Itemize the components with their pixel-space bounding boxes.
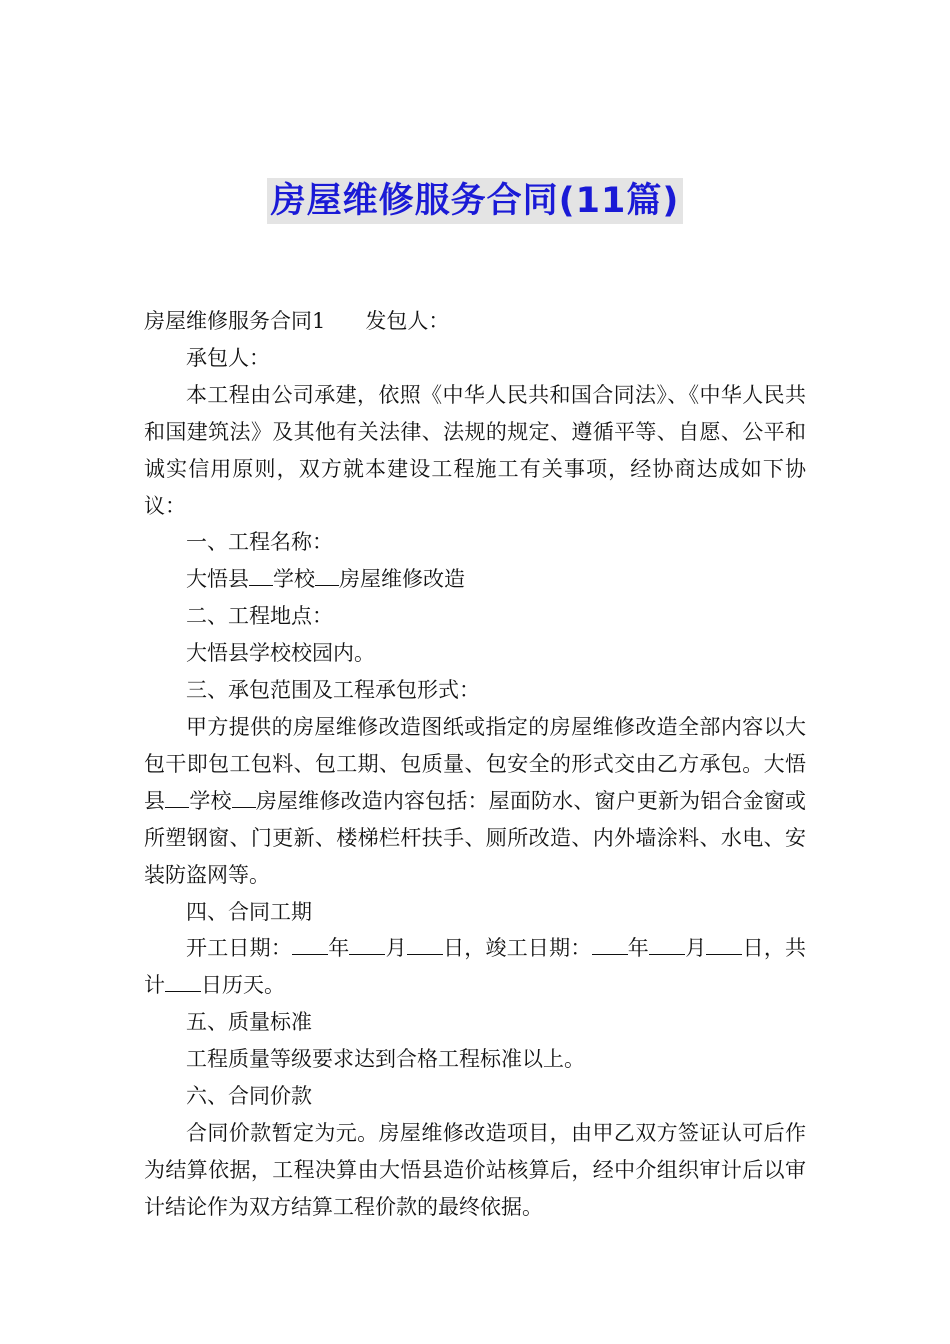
section-4-title-text: 四、合同工期 — [186, 899, 312, 924]
year-label: 年 — [328, 936, 350, 961]
location-text: 大悟县学校校园内。 — [186, 641, 375, 666]
quality-text: 工程质量等级要求达到合格工程标准以上。 — [186, 1047, 585, 1072]
section-4-body — [144, 930, 806, 1004]
scope-text-b: 学校 — [189, 788, 232, 813]
school-label: 学校 — [273, 567, 315, 592]
contract-number-label: 房屋维修服务合同1 — [144, 309, 326, 333]
total-label: 共计 — [144, 936, 807, 998]
section-5-title-text: 五、质量标准 — [186, 1010, 312, 1035]
document-title: 房屋维修服务合同(11篇) — [267, 178, 684, 224]
section-3-title-text: 三、承包范围及工程承包形式： — [186, 678, 480, 703]
blank-line — [315, 566, 339, 586]
blank-line — [706, 936, 742, 956]
scope-text-a: 甲方提供的房屋维修改造图纸或指定的房屋维修改造全部内容以大包干即包工包料、包工期、包质量、包安全的形式交由乙方承包。大悟县 — [144, 714, 806, 813]
scope-text-c: 房屋维修改造内容包括：屋面防水、窗户更新为铝合金窗或所塑钢窗、门更新、楼梯栏杆扶手、厕所改造、内外墙涂料、水电、安装防盗网等。 — [144, 788, 807, 887]
section-6-title-text: 六、合同价款 — [186, 1084, 312, 1109]
blank-line — [349, 936, 385, 956]
intro-paragraph — [144, 377, 806, 525]
blank-line — [165, 972, 201, 992]
month-label: 月 — [385, 936, 407, 961]
section-2-title-text: 二、工程地点： — [186, 604, 333, 629]
section-6-title — [144, 1078, 806, 1115]
contractor-line — [144, 340, 806, 377]
section-5-body — [144, 1041, 806, 1078]
section-5-title — [144, 1004, 806, 1041]
start-date-label: 开工日期： — [186, 936, 293, 961]
contract-body — [144, 303, 806, 1226]
blank-line — [407, 936, 443, 956]
blank-line — [592, 936, 628, 956]
section-1-body — [144, 561, 806, 598]
section-4-title — [144, 894, 806, 931]
month-label: 月 — [684, 936, 707, 961]
section-3-title — [144, 672, 806, 709]
section-3-body — [144, 709, 806, 894]
calendar-days-label: 日历天。 — [201, 973, 285, 998]
section-6-body — [144, 1115, 806, 1226]
blank-line — [292, 936, 328, 956]
section-1-title — [144, 524, 806, 561]
blank-line — [649, 936, 685, 956]
end-date-label: 竣工日期： — [485, 936, 592, 961]
section-1-title-text: 一、工程名称： — [186, 530, 333, 555]
issuer-label: 发包人： — [365, 309, 450, 333]
day-label: 日， — [442, 936, 486, 961]
day-label: 日， — [742, 936, 786, 961]
year-label: 年 — [627, 936, 649, 961]
contractor-label: 承包人： — [186, 345, 270, 370]
title-area — [0, 178, 950, 224]
intro-text: 本工程由公司承建，依照《中华人民共和国合同法》、《中华人民共和国建筑法》及其他有关法律、法规的规定、遵循平等、自愿、公平和诚实信用原则，双方就本建设工程施工有关事项，经协商达成如下协议： — [144, 382, 806, 518]
section-2-title — [144, 598, 806, 635]
price-text: 合同价款暂定为元。房屋维修改造项目，由甲乙双方签证认可后作为结算依据，工程决算由大悟县造价站核算后，经中介组织审计后以审计结论作为双方结算工程价款的最终依据。 — [144, 1120, 806, 1219]
blank-line — [249, 566, 273, 586]
section-2-body — [144, 635, 806, 672]
project-name: 房屋维修改造 — [339, 567, 465, 592]
blank-line — [232, 788, 256, 808]
blank-line — [165, 788, 189, 808]
contract-heading-line — [144, 303, 806, 340]
county-name: 大悟县 — [186, 567, 249, 592]
